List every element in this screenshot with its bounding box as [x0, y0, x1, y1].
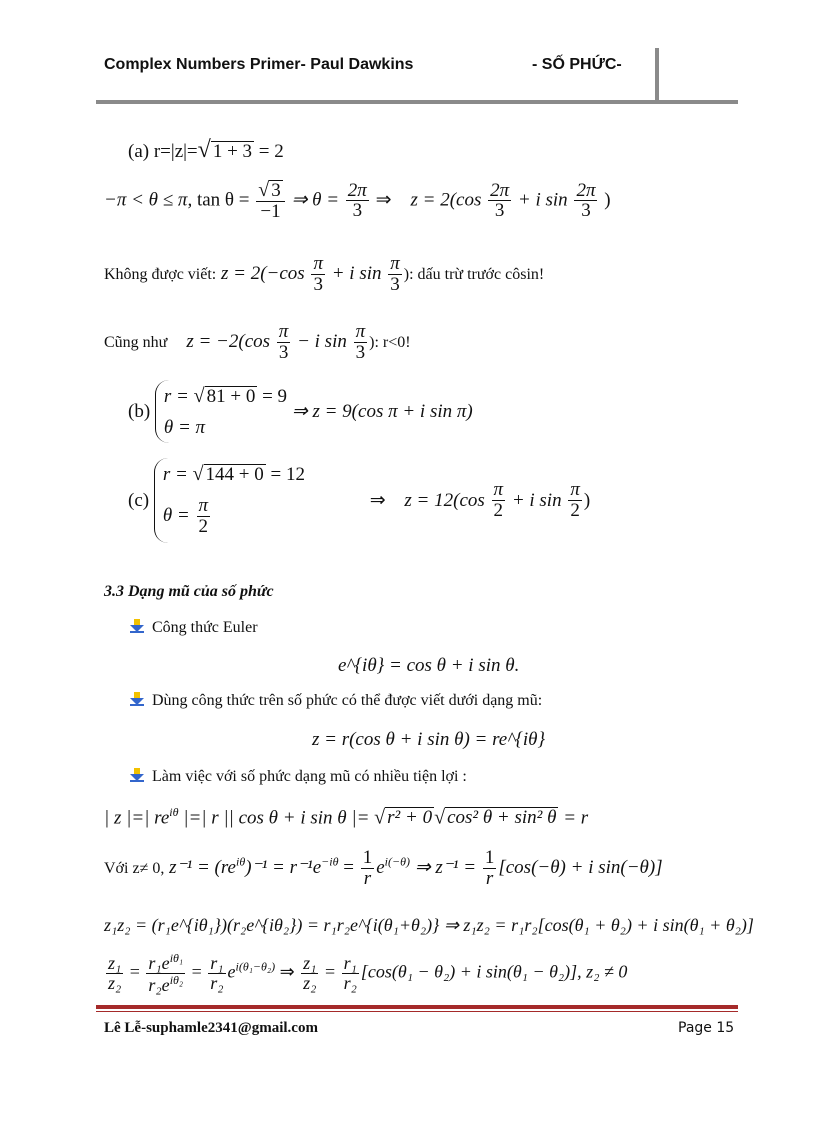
c-z-start: z = 12(cos [404, 489, 485, 511]
z1-over-z2-fraction [106, 954, 123, 993]
quot-mid-exp: e [227, 961, 236, 982]
pi-over-3-fraction [354, 322, 368, 363]
inverse-bracket: [cos(−θ) + i sin(−θ)] [498, 856, 663, 878]
inverse-a: z⁻¹ = (re [169, 856, 236, 878]
arrow-down-bullet-icon [130, 619, 144, 633]
neg-form-start: z = −2(cos [186, 330, 271, 352]
plus-isin: + i sin [517, 189, 568, 211]
fraction-denominator: 3 [494, 200, 505, 222]
fraction-numerator: 1 [362, 847, 373, 868]
close-paren: ) [604, 189, 611, 211]
pi-over-2-fraction [492, 480, 506, 521]
c-r-eq: r = [162, 464, 188, 485]
radical-sign: √ [374, 806, 386, 829]
pi-over-3-fraction [311, 254, 325, 295]
radical-sign: √ [192, 463, 204, 485]
voi-z-text: Với z≠ 0, [104, 859, 165, 877]
modulus-line-b: |=| r || cos θ + i sin θ |= [178, 807, 370, 829]
fraction-numerator: π [570, 479, 580, 500]
fraction-numerator: r₁ [210, 953, 224, 973]
b-theta: θ = π [163, 417, 206, 438]
part-b-block [128, 380, 473, 443]
close-paren: ) [583, 489, 591, 511]
pi-over-2-fraction [568, 480, 582, 521]
fraction-numerator: 2π [576, 179, 596, 201]
euler-formula: e^{iθ} = cos θ + i sin θ. [338, 655, 520, 676]
fraction-denominator: 3 [355, 341, 366, 363]
sqrt3-text: 3 [271, 180, 281, 201]
part-a-modulus-line [128, 138, 284, 162]
inverse-b: )⁻¹ = r⁻¹e [245, 856, 322, 878]
bullet-euler-text: Công thức Euler [152, 619, 258, 636]
b-result: ⇒ z = 9(cos π + i sin π) [291, 401, 473, 422]
radical-sign: √ [434, 806, 446, 829]
bullet-euler [130, 619, 258, 637]
bullet-advantages-text: Làm việc với số phức dạng mũ có nhiều tiện lợi : [152, 768, 467, 785]
arrow-down-bullet-icon [130, 768, 144, 782]
footer-page-number: Page 15 [678, 1020, 735, 1036]
quot-bracket: [cos(θ₁ − θ₂) + i sin(θ₁ − θ₂)], z₂ ≠ 0 [360, 961, 628, 982]
c-arrow: ⇒ [369, 489, 386, 511]
fraction-denominator: r₂ [210, 972, 224, 993]
b-radicand: 81 + 0 [206, 386, 256, 407]
fraction-denominator: z₂ [303, 972, 317, 993]
two-pi-over-3-fraction [488, 181, 511, 222]
footer-rule-thin [96, 1011, 738, 1012]
modulus-line-a: | z |=| re [104, 807, 170, 829]
fraction-numerator: π [313, 253, 323, 274]
exponential-form: z = r(cos θ + i sin θ) = re^{iθ} [312, 729, 546, 750]
wrong-form-note: : dấu trừ trước côsin! [409, 265, 545, 283]
negative-form-line [104, 322, 411, 363]
one-over-r-fraction [361, 848, 375, 889]
c-theta-eq: θ = [162, 504, 190, 526]
r1-over-r2-fraction [342, 954, 359, 993]
two-pi-over-3-fraction [346, 181, 369, 222]
khong-duoc-viet-text: Không được viết: [104, 265, 217, 283]
fraction-numerator: π [198, 495, 209, 516]
equals-sign: = [343, 856, 354, 878]
plus-isin: + i sin [511, 489, 562, 511]
z-eq-2cos: z = 2(cos [410, 189, 482, 211]
bullet-exp-form-text: Dùng công thức trên số phức có thể được viết dưới dạng mũ: [152, 692, 543, 709]
fraction-denominator: 3 [390, 273, 400, 295]
wrong-form-line [104, 254, 544, 295]
close-paren: ) [369, 333, 375, 351]
fraction-numerator: z₁ [303, 953, 317, 973]
fraction-numerator: r₁ [343, 953, 357, 973]
fraction-denominator: 2 [570, 499, 580, 521]
section-heading: 3.3 Dạng mũ của số phức [104, 583, 274, 600]
minus1-text: −1 [260, 201, 281, 222]
part-a-label: (a) [128, 141, 150, 162]
plus-isin: + i sin [331, 262, 382, 284]
arrow-down-bullet-icon [130, 692, 144, 706]
neg-form-note: : r<0! [374, 333, 411, 351]
minus-isin: − i sin [297, 330, 347, 352]
bullet-advantages [130, 768, 467, 786]
footer-rule [96, 1005, 738, 1009]
modulus-sqrt-1: r² + 0 [387, 807, 433, 829]
cung-nhu-text: Cũng như [104, 333, 168, 351]
inverse-implies: ⇒ z⁻¹ = [414, 856, 477, 878]
argument-line: −π < θ ≤ π, tan θ = $\frac{√ 3}{-1}$ ⇒ θ = $\frac{2\pi}{3}$ ⇒ z = 2(cos $\frac{2\pi}{3}$ + i sin $\frac{2\pi}{3}$ ) [104, 179, 611, 222]
fraction-denominator: 3 [581, 200, 591, 222]
fraction-denominator: r [485, 867, 494, 889]
fraction-numerator: 2π [347, 179, 367, 201]
part-c-block [128, 458, 590, 543]
pi-over-3-fraction [388, 254, 402, 295]
equals-sign: = [191, 961, 202, 982]
radical-sign: √ [197, 137, 211, 163]
equals-sign: = [129, 961, 140, 982]
header-horizontal-rule [96, 100, 738, 104]
radical-sign: √ [258, 179, 270, 201]
pi-over-2-fraction [197, 496, 211, 537]
c-r-val: = 12 [270, 464, 305, 485]
fraction-numerator: z₁ [108, 953, 122, 973]
range-condition: −π < θ ≤ π, [104, 189, 193, 211]
r1-over-r2-fraction [208, 954, 225, 993]
modulus-identity: | z |=| $re^{i\theta}$ |=| r || cos θ + i sin θ |= √ r² + 0 √ cos² θ + sin² θ = r [104, 805, 589, 829]
fraction-denominator: 2 [493, 499, 504, 521]
one-over-r-fraction [483, 848, 497, 889]
c-radicand: 144 + 0 [205, 464, 264, 485]
part-a-modulus: r=|z|= [153, 141, 198, 162]
fraction-denominator: z₂ [108, 972, 122, 993]
fraction-numerator: π [278, 321, 289, 342]
modulus-sqrt-2: cos² θ + sin² θ [447, 807, 557, 829]
two-pi-over-3-fraction [574, 181, 597, 222]
fraction-numerator: π [493, 479, 504, 500]
fraction-numerator: π [390, 253, 400, 274]
part-b-system [155, 380, 287, 443]
product-formula: z₁z₂ = (r₁e^{iθ₁})(r₂e^{iθ₂}) = r₁r₂e^{i(θ₁+θ₂)} ⇒ z₁z₂ = r₁r₂[cos(θ₁ + θ₂) + i sin(θ₁ + θ₂)] [104, 915, 754, 935]
header-section-label: - SỐ PHỨC- [532, 56, 622, 73]
tan-fraction [256, 180, 284, 222]
header-vertical-rule [655, 48, 659, 104]
r1e-over-r2e-fraction: $\frac{r_1e^{i\theta_1}}{r_2e^{i\theta_2}}$ [148, 951, 184, 995]
fraction-denominator: r [363, 867, 372, 889]
pi-over-3-fraction [277, 322, 291, 363]
b-r-eq: r = [163, 386, 189, 407]
fraction-numerator: 1 [484, 847, 495, 868]
equals-sign: = [324, 961, 336, 982]
inverse-exp: e [376, 856, 385, 878]
fraction-numerator: 2π [490, 179, 510, 201]
quot-implies: ⇒ [279, 961, 295, 982]
tan-eq: tan θ = [196, 189, 250, 211]
quotient-line: $\frac{\text{z₁}}{\text{z₂}}$ = $\frac{r_1e^{i\theta_1}}{r_2e^{i\theta_2}}$ = $\frac{\text{r₁}}{\text{r₂}}$ $e^{i(\theta_1-\theta_2)}$ ⇒ $\frac{\text{z₁}}{\text{z₂}}$ = $\frac{\text{r₁}}{\text{r₂}}$ [cos(θ₁ − θ₂) + i sin(θ₁ − θ₂)], z₂ ≠ 0 [108, 951, 628, 995]
part-c-label: (c) [128, 489, 150, 511]
bullet-exp-form [130, 692, 542, 710]
modulus-end: = r [563, 807, 589, 829]
part-c-system [154, 458, 305, 543]
fraction-denominator: r₂ [343, 972, 357, 993]
footer-author-email: Lê Lễ-suphamle2341@gmail.com [104, 1020, 318, 1036]
fraction-denominator: 3 [278, 341, 289, 363]
fraction-numerator: π [355, 321, 366, 342]
fraction-denominator: 3 [313, 273, 323, 295]
fraction-denominator: 3 [352, 200, 363, 222]
part-a-radicand: 1 + 3 [212, 141, 253, 162]
close-paren: ) [403, 265, 410, 283]
fraction-denominator: 2 [198, 515, 209, 537]
part-b-label: (b) [128, 401, 151, 422]
radical-sign: √ [193, 385, 205, 407]
inverse-line: Với z≠ 0, $z^{-1} = (re^{i\theta})^{-1} = r^{-1}e^{-i\theta}$ = $\frac{1}{r}$ $e^{i(-\theta)}$ ⇒ z⁻¹ = $\frac{1}{r}$ [cos(−θ) + i sin(−θ)] [104, 847, 663, 889]
b-r-val: = 9 [262, 386, 288, 407]
part-a-result: = 2 [258, 141, 284, 162]
wrong-form-start: z = 2(−cos [220, 262, 305, 284]
z1-over-z2-fraction [301, 954, 318, 993]
header-title: Complex Numbers Primer- Paul Dawkins [104, 56, 414, 73]
quot-den: r₂e [148, 974, 170, 995]
implies-theta: ⇒ θ = [291, 189, 340, 211]
quot-num: r₁e [148, 953, 170, 973]
